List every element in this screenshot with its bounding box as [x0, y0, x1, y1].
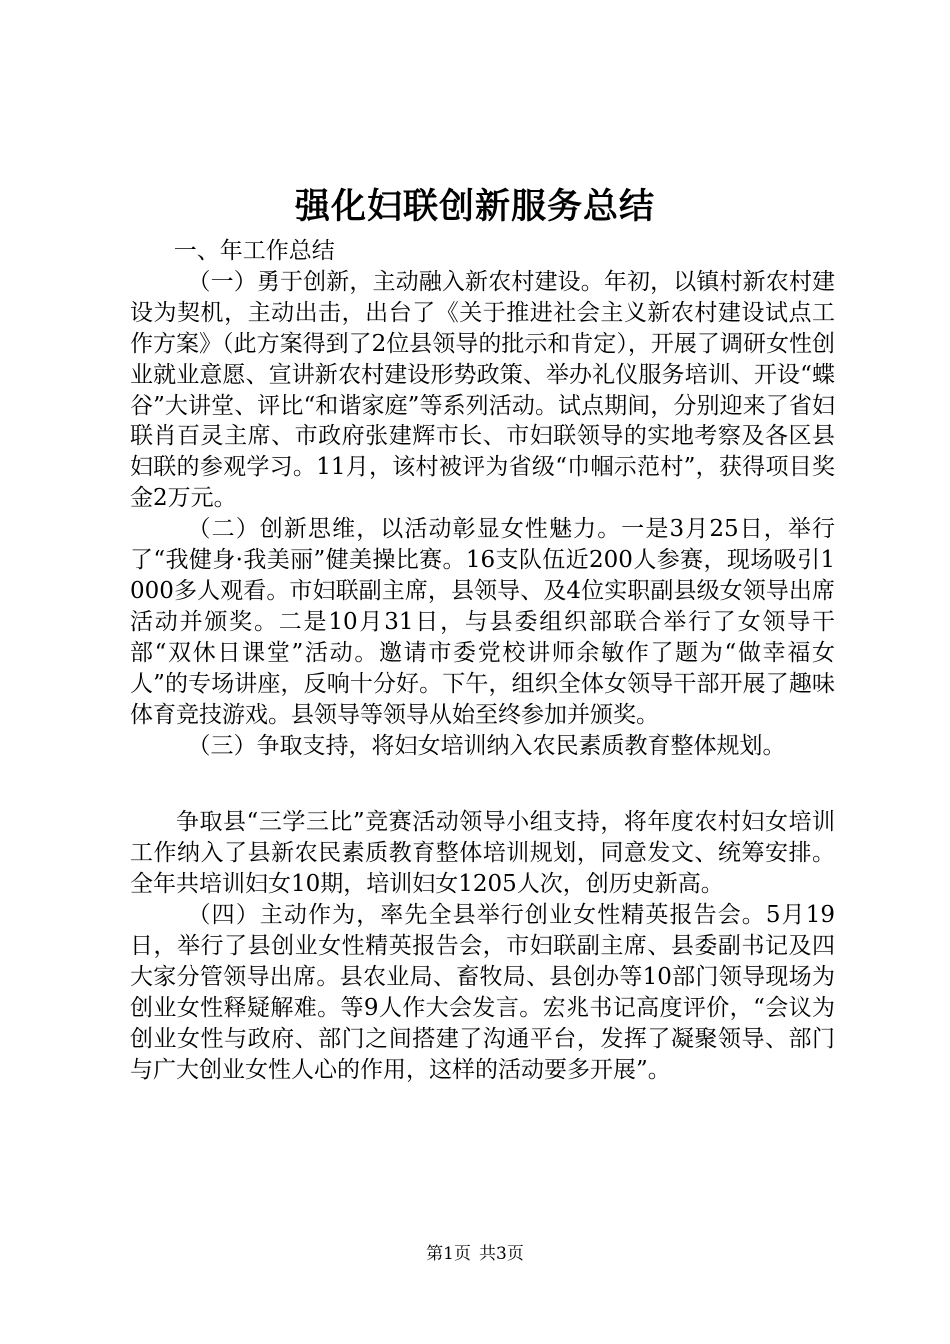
document-title: 强化妇联创新服务总结	[294, 186, 655, 227]
paragraph-report-meeting: （四）主动作为，率先全县举行创业女性精英报告会。5月19日，举行了县创业女性精英报告会，市妇联副主席、县委副书记及四大家分管领导出席。县农业局、畜牧局、县创办等10部门领导现场为创业女性释疑解难。等9人作大会发言。宏兆书记高度评价，“会议为创业女性与政府、部门之间搭建了沟通平台，发挥了凝聚领导、部门与广大创业女性人心的作用，这样的活动要多开展”。	[130, 902, 835, 1083]
paragraph-gap	[130, 761, 835, 807]
page-total: 共3页	[479, 1244, 524, 1264]
document-body	[130, 236, 835, 1086]
page-number: 第1页	[426, 1244, 471, 1264]
section-heading: 一、年工作总结	[173, 238, 335, 264]
paragraph-support-heading: （三）争取支持，将妇女培训纳入农民素质教育整体规划。	[187, 732, 786, 759]
paragraph-training: 争取县“三学三比”竞赛活动领导小组支持，将年度农村妇女培训工作纳入了县新农民素质教育整体培训规划，同意发文、统筹安排。全年共培训妇女10期，培训妇女1205人次，创历史新高。	[130, 809, 835, 898]
page-footer	[0, 1242, 950, 1266]
paragraph-innovation: （一）勇于创新，主动融入新农村建设。年初，以镇村新农村建设为契机，主动出击，出台了《关于推进社会主义新农村建设试点工作方案》（此方案得到了2位县领导的批示和肯定），开展了调研女性创业就业意愿、宣讲新农村建设形势政策、举办礼仪服务培训、开设“蝶谷”大讲堂、评比“和谐家庭”等系列活动。试点期间，分别迎来了省妇联肖百灵主席、市政府张建辉市长、市妇联领导的实地考察及各区县妇联的参观学习。11月，该村被评为省级“巾帼示范村”，获得项目奖金2万元。	[130, 268, 835, 512]
paragraph-activities: （二）创新思维，以活动彰显女性魅力。一是3月25日，举行了“我健身·我美丽”健美操比赛。16支队伍近200人参赛，现场吸引1000多人观看。市妇联副主席，县领导、及4位实职副县级女领导出席活动并颁奖。二是10月31日，与县委组织部联合举行了女领导干部“双休日课堂”活动。邀请市委党校讲师余敏作了题为“做幸福女人”的专场讲座，反响十分好。下午，组织全体女领导干部开展了趣味体育竞技游戏。县领导等领导从始至终参加并颁奖。	[130, 516, 835, 728]
